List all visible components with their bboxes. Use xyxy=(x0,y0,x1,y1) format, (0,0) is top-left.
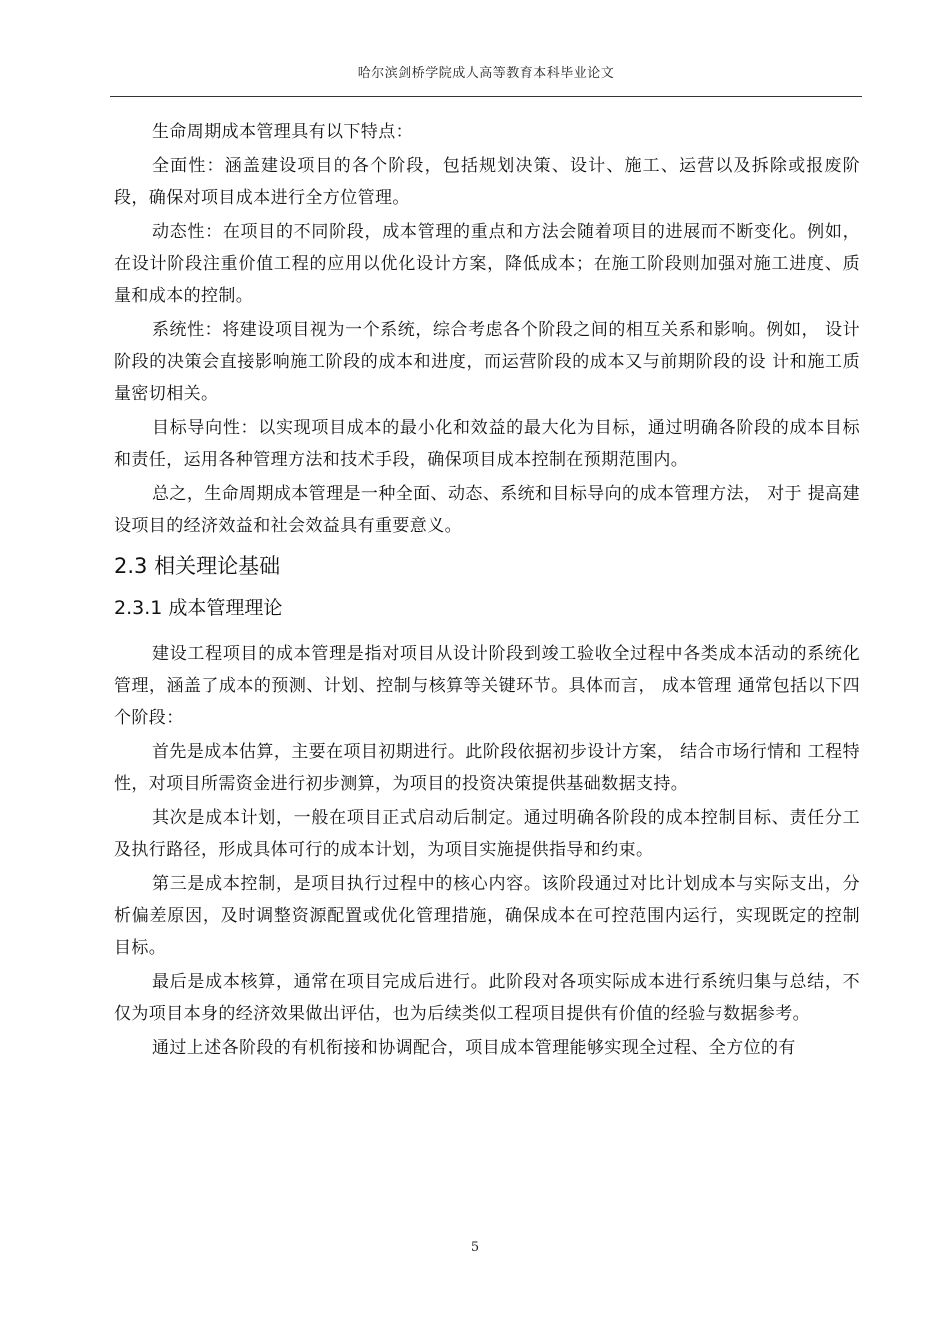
running-header: 哈尔滨剑桥学院成人高等教育本科毕业论文 xyxy=(357,66,615,81)
paragraph: 最后是成本核算，通常在项目完成后进行。此阶段对各项实际成本进行系统归集与总结，不仅为项目本身的经济效果做出评估，也为后续类似工程项目提供有价值的经验与数据参考。 xyxy=(114,972,860,1024)
paragraph: 系统性：将建设项目视为一个系统，综合考虑各个阶段之间的相互关系和影响。例如， 设计阶段的决策会直接影响施工阶段的成本和进度，而运营阶段的成本又与前期阶段的设 计和施工质量密切相关。 xyxy=(114,320,860,404)
subsection-heading: 2.3.1 成本管理理论 xyxy=(114,597,283,619)
paragraph: 第三是成本控制，是项目执行过程中的核心内容。该阶段通过对比计划成本与实际支出，分析偏差原因，及时调整资源配置或优化管理措施，确保成本在可控范围内运行，实现既定的控制目标。 xyxy=(114,874,860,958)
section-heading: 2.3 相关理论基础 xyxy=(114,554,281,578)
paragraph: 全面性：涵盖建设项目的各个阶段，包括规划决策、设计、施工、运营以及拆除或报废阶段，确保对项目成本进行全方位管理。 xyxy=(114,156,860,208)
paragraph: 首先是成本估算，主要在项目初期进行。此阶段依据初步设计方案， 结合市场行情和 工程特性，对项目所需资金进行初步测算，为项目的投资决策提供基础数据支持。 xyxy=(114,742,860,794)
paragraph: 生命周期成本管理具有以下特点： xyxy=(152,122,413,142)
page-number: 5 xyxy=(470,1240,480,1255)
paragraph: 动态性：在项目的不同阶段，成本管理的重点和方法会随着项目的进展而不断变化。例如，在设计阶段注重价值工程的应用以优化设计方案，降低成本；在施工阶段则加强对施工进度、质量和成本的控制。 xyxy=(114,222,860,306)
paragraph: 总之，生命周期成本管理是一种全面、动态、系统和目标导向的成本管理方法， 对于 提高建设项目的经济效益和社会效益具有重要意义。 xyxy=(114,484,860,536)
paragraph: 通过上述各阶段的有机衔接和协调配合，项目成本管理能够实现全过程、全方位的有 xyxy=(152,1038,796,1058)
header-rule xyxy=(110,96,862,97)
paragraph: 建设工程项目的成本管理是指对项目从设计阶段到竣工验收全过程中各类成本活动的系统化管理，涵盖了成本的预测、计划、控制与核算等关键环节。具体而言， 成本管理 通常包括以下四个阶段： xyxy=(114,644,860,728)
page-body xyxy=(114,116,860,1066)
paragraph: 其次是成本计划，一般在项目正式启动后制定。通过明确各阶段的成本控制目标、责任分工及执行路径，形成具体可行的成本计划，为项目实施提供指导和约束。 xyxy=(114,808,860,860)
paragraph: 目标导向性：以实现项目成本的最小化和效益的最大化为目标，通过明确各阶段的成本目标和责任，运用各种管理方法和技术手段，确保项目成本控制在预期范围内。 xyxy=(114,418,860,470)
